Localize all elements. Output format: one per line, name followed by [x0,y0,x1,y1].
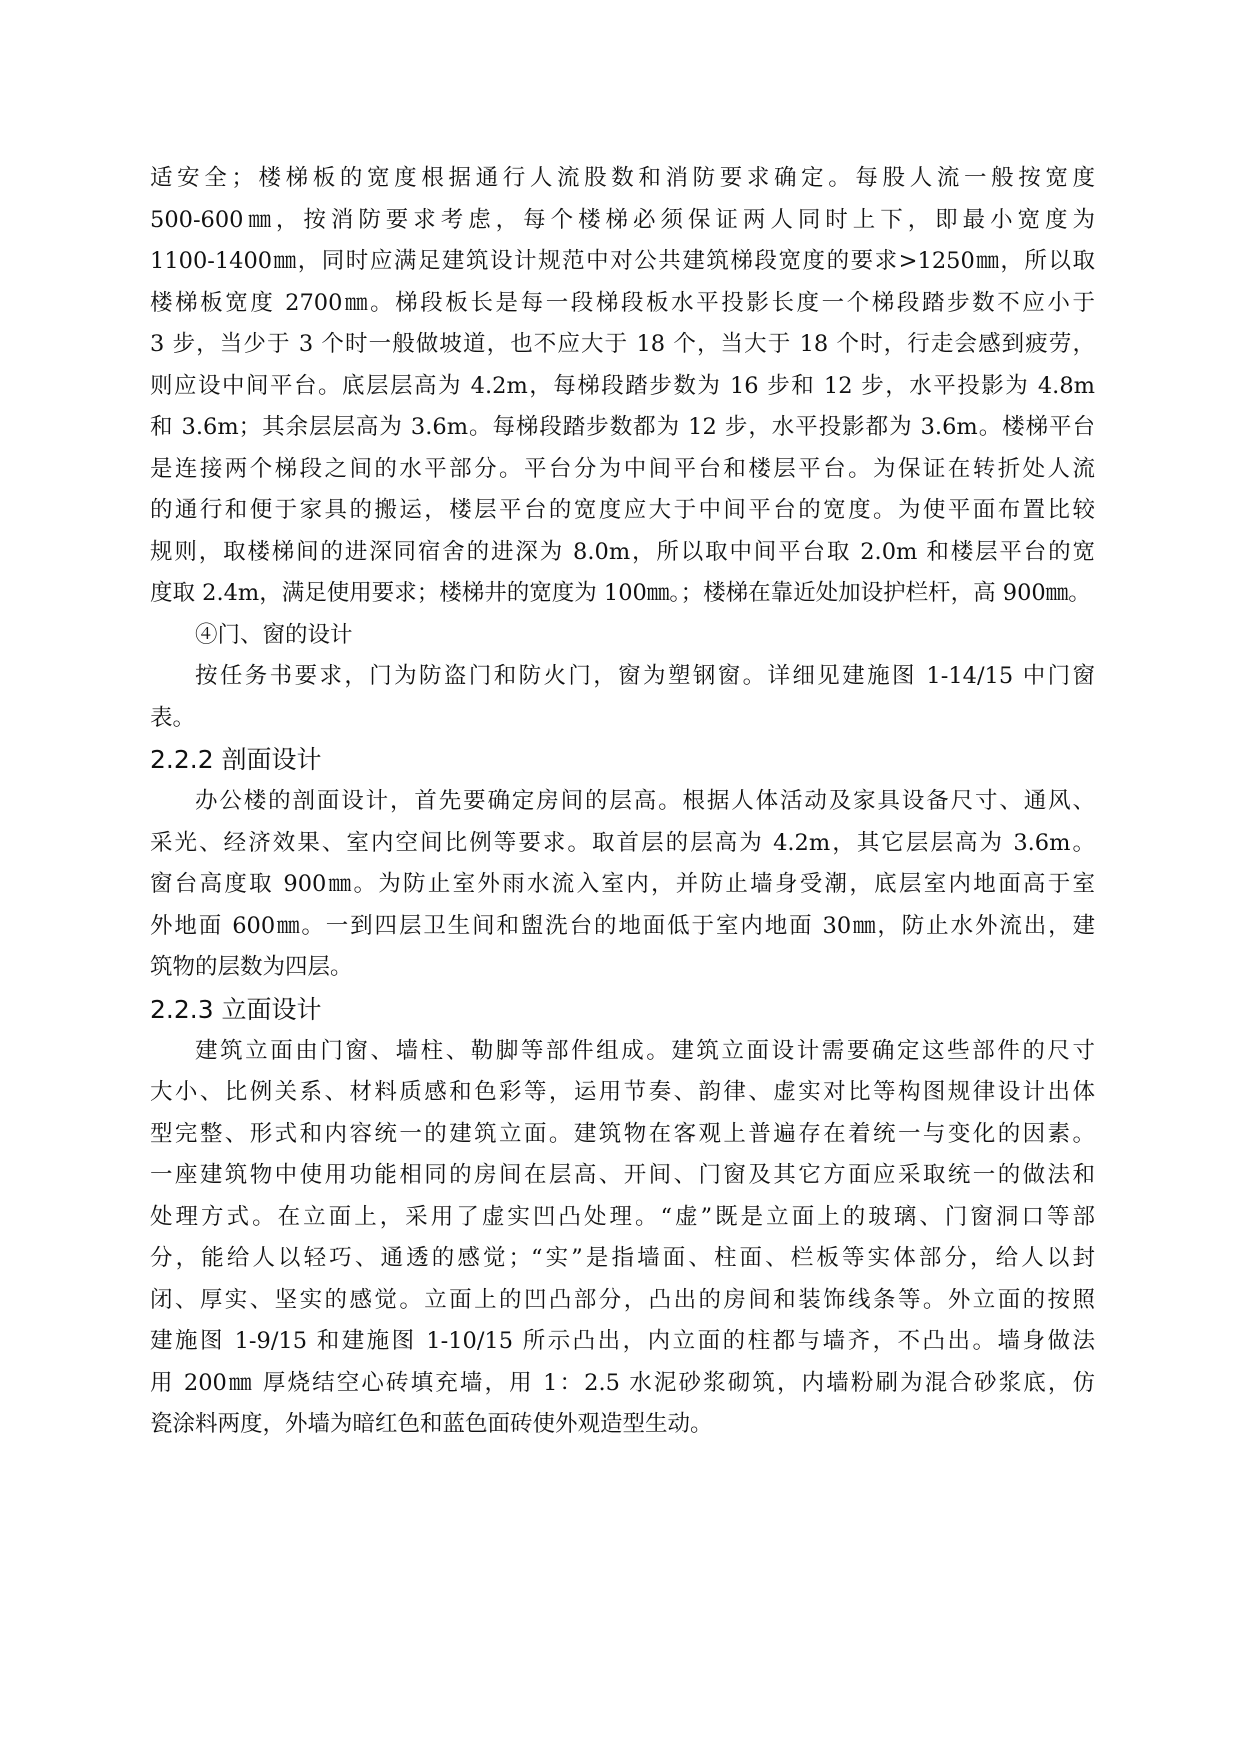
text-line: 建筑立面由门窗、墙柱、勒脚等部件组成。建筑立面设计需要确定这些部件的尺寸 [195,1037,1095,1064]
paragraph-section-design [150,781,1095,989]
text-line: 度取 2.4m，满足使用要求；楼梯井的宽度为 100㎜。；楼梯在靠近处加设护栏杆，高 900㎜。 [150,580,1091,606]
text-line: 外地面 600㎜。一到四层卫生间和盥洗台的地面低于室内地面 30㎜，防止水外流出，建 [150,912,1095,939]
text-line: 闭、厚实、坚实的感觉。立面上的凹凸部分，凸出的房间和装饰线条等。外立面的按照 [150,1286,1095,1313]
paragraph-elevation-design [150,1031,1095,1446]
text-line: 适安全；楼梯板的宽度根据通行人流股数和消防要求确定。每股人流一般按宽度 [150,165,1095,191]
paragraph-door-window [150,656,1095,739]
text-line: 窗台高度取 900㎜。为防止室外雨水流入室内，并防止墙身受潮，底层室内地面高于室 [150,871,1095,897]
document-page [150,158,1095,1446]
text-line: 办公楼的剖面设计，首先要确定房间的层高。根据人体活动及家具设备尺寸、通风、 [195,788,1095,814]
text-line: 1100-1400㎜，同时应满足建筑设计规范中对公共建筑梯段宽度的要求>1250㎜，所以取 [150,248,1095,274]
text-line: 处理方式。在立面上，采用了虚实凹凸处理。“虚”既是立面上的玻璃、门窗洞口等部 [150,1203,1095,1230]
text-line: 型完整、形式和内容统一的建筑立面。建筑物在客观上普遍存在着统一与变化的因素。 [150,1120,1095,1147]
text-line: 按任务书要求，门为防盗门和防火门，窗为塑钢窗。详细见建施图 1-14/15 中门窗 [195,663,1095,689]
heading-elevation-design: 2.2.3 立面设计 [150,994,322,1024]
text-line: 的通行和便于家具的搬运，楼层平台的宽度应大于中间平台的宽度。为使平面布置比较 [150,497,1095,523]
text-line: 3 步，当少于 3 个时一般做坡道，也不应大于 18 个，当大于 18 个时，行走会感到疲劳， [150,331,1095,357]
text-line: 楼梯板宽度 2700㎜。梯段板长是每一段梯段板水平投影长度一个梯段踏步数不应小于 [150,289,1095,316]
text-line: 则应设中间平台。底层层高为 4.2m，每梯段踏步数为 16 步和 12 步，水平投影为 4.8m [150,372,1095,399]
text-line: 表。 [150,704,196,731]
heading-section-section-design: 2.2.2 剖面设计 [150,745,322,774]
paragraph-stair-design [150,158,1095,615]
text-line: 是连接两个梯段之间的水平部分。平台分为中间平台和楼层平台。为保证在转折处人流 [150,455,1095,482]
text-line: 一座建筑物中使用功能相同的房间在层高、开间、门窗及其它方面应采取统一的做法和 [150,1162,1095,1188]
text-line: 建施图 1-9/15 和建施图 1-10/15 所示凸出，内立面的柱都与墙齐，不凸出。墙身做法 [150,1328,1095,1354]
subheading-door-window: ④门、窗的设计 [195,621,353,648]
text-line: 采光、经济效果、室内空间比例等要求。取首层的层高为 4.2m，其它层层高为 3.6m。 [150,829,1095,856]
text-line: 规则，取楼梯间的进深同宿舍的进深为 8.0m，所以取中间平台取 2.0m 和楼层平台的宽 [150,538,1095,565]
text-line: 和 3.6m；其余层层高为 3.6m。每梯段踏步数都为 12 步，水平投影都为 3.6m。楼梯平台 [150,414,1095,440]
text-line: 500-600㎜，按消防要求考虑，每个楼梯必须保证两人同时上下，即最小宽度为 [150,206,1095,233]
text-line: 瓷涂料两度，外墙为暗红色和蓝色面砖使外观造型生动。 [150,1411,713,1437]
text-line: 分，能给人以轻巧、通透的感觉；“实”是指墙面、柱面、栏板等实体部分，给人以封 [150,1245,1095,1271]
text-line: 大小、比例关系、材料质感和色彩等，运用节奏、韵律、虚实对比等构图规律设计出体 [150,1079,1095,1105]
text-line: 筑物的层数为四层。 [150,954,353,980]
text-line: 用 200㎜ 厚烧结空心砖填充墙，用 1：2.5 水泥砂浆砌筑，内墙粉刷为混合砂浆底，仿 [150,1369,1095,1396]
